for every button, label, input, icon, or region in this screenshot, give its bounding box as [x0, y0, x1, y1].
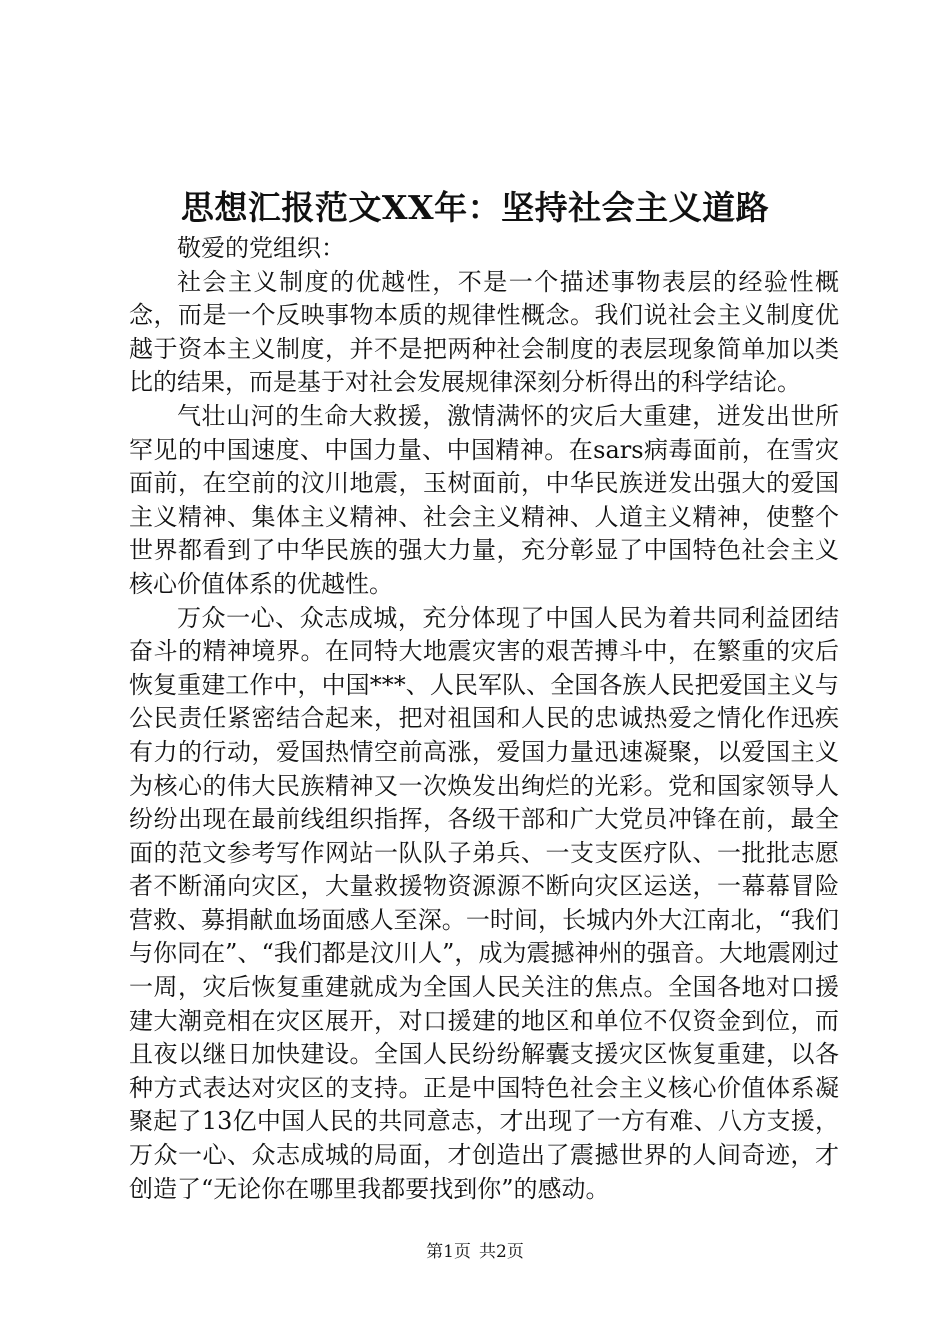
page-footer [0, 1240, 950, 1264]
paragraph-2: 气壮山河的生命大救援，激情满怀的灾后大重建，迸发出世所罕见的中国速度、中国力量、中国精神。在sars病毒面前，在雪灾面前，在空前的汶川地震，玉树面前，中华民族迸发出强大的爱国主义精神、集体主义精神、社会主义精神、人道主义精神，使整个世界都看到了中华民族的强大力量，充分彰显了中国特色社会主义核心价值体系的优越性。 [129, 401, 839, 598]
page-number: 第1页 [426, 1242, 471, 1262]
paragraph-3: 万众一心、众志成城，充分体现了中国人民为着共同利益团结奋斗的精神境界。在同特大地震灾害的艰苦搏斗中，在繁重的灾后恢复重建工作中，中国***、人民军队、全国各族人民把爱国主义与公民责任紧密结合起来，把对祖国和人民的忠诚热爱之情化作迅疾有力的行动，爱国热情空前高涨，爱国力量迅速凝聚，以爱国主义为核心的伟大民族精神又一次焕发出绚烂的光彩。党和国家领导人纷纷出现在最前线组织指挥，各级干部和广大党员冲锋在前，最全面的范文参考写作网站一队队子弟兵、一支支医疗队、一批批志愿者不断涌向灾区，大量救援物资源源不断向灾区运送，一幕幕冒险营救、募捐献血场面感人至深。一时间，长城内外大江南北，“我们与你同在”、“我们都是汶川人”，成为震撼神州的强音。大地震刚过一周，灾后恢复重建就成为全国人民关注的焦点。全国各地对口援建大潮竞相在灾区展开，对口援建的地区和单位不仅资金到位，而且夜以继日加快建设。全国人民纷纷解囊支援灾区恢复重建，以各种方式表达对灾区的支持。正是中国特色社会主义核心价值体系凝聚起了13亿中国人民的共同意志，才出现了一方有难、八方支援，万众一心、众志成城的局面，才创造出了震撼世界的人间奇迹，才创造了“无论你在哪里我都要找到你”的感动。 [129, 603, 839, 1203]
document-title: 思想汇报范文XX年：坚持社会主义道路 [180, 188, 770, 227]
page-total: 共2页 [479, 1242, 524, 1262]
document-body [129, 232, 839, 1206]
salutation: 敬爱的党组织： [177, 234, 345, 262]
paragraph-1: 社会主义制度的优越性，不是一个描述事物表层的经验性概念，而是一个反映事物本质的规律性概念。我们说社会主义制度优越于资本主义制度，并不是把两种社会制度的表层现象简单加以类比的结果，而是基于对社会发展规律深刻分析得出的科学结论。 [129, 267, 839, 397]
